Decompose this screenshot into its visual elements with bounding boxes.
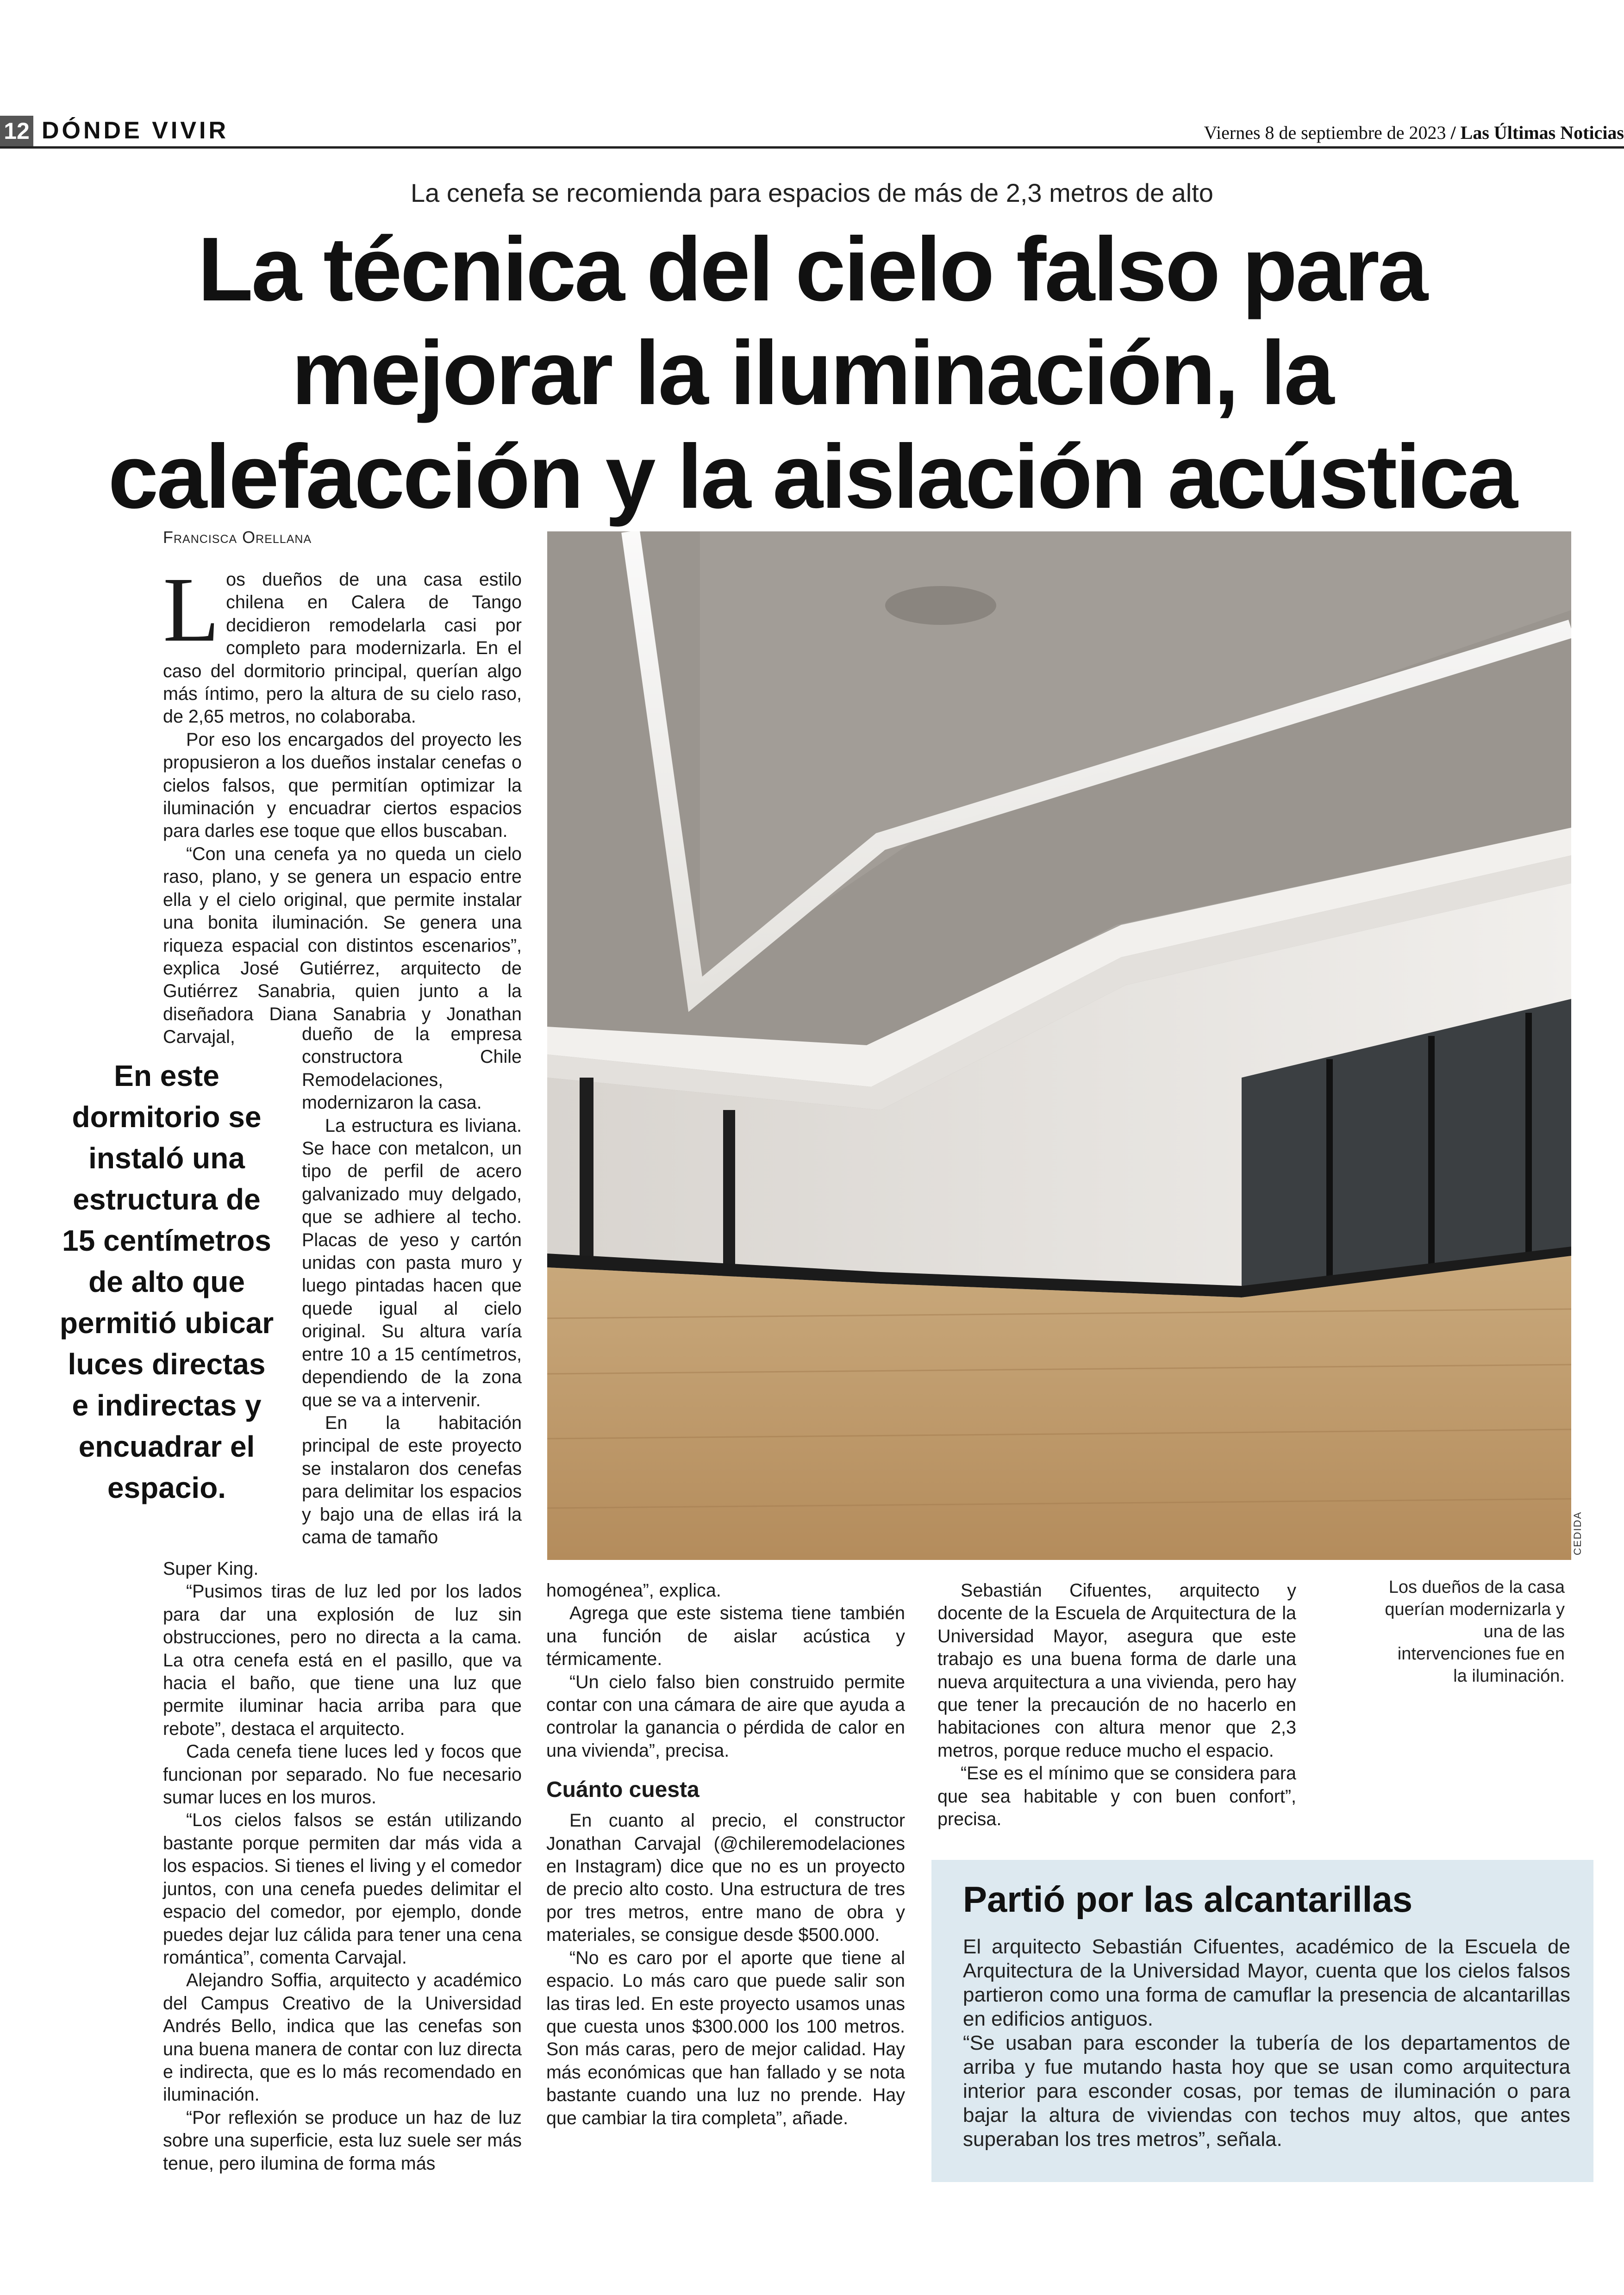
article-column-1-narrow: [302, 1023, 522, 1549]
photo-credit: CEDIDA: [1572, 1511, 1583, 1555]
paragraph: Alejandro Soffia, arquitecto y académico del Campus Creativo de la Universidad Andrés Bello, indica que las cenefas son una buena manera de contar con luz directa e indirecta, que es lo más recomendado en iluminación.: [163, 1970, 522, 2105]
article-photo: [547, 531, 1571, 1560]
dateline-separator: /: [1450, 122, 1456, 143]
article-headline: La técnica del cielo falso para mejorar la iluminación, la calefacción y la aislación acústica: [108, 218, 1516, 527]
paragraph: Super King.: [163, 1559, 259, 1579]
sidebar-paragraph: “Se usaban para esconder la tubería de los departamentos de arriba y fue mutando hasta hoy que se usan como arquitectura interior para esconder cosas, por temas de iluminación o para bajar la altura de viviendas con techos muy altos, que antes superaban los tres metros”, señala.: [963, 2032, 1570, 2151]
section-name: DÓNDE VIVIR: [42, 117, 229, 144]
paragraph: La estructura es liviana. Se hace con metalcon, un tipo de perfil de acero galvanizado muy delgado, que se adhiere al techo. Placas de yeso y cartón unidas con pasta muro y luego pintadas hacen que quede igual al cielo original. Su altura varía entre 10 a 15 centímetros, dependiendo de la zona que se va a intervenir.: [302, 1115, 522, 1410]
dateline: [1204, 121, 1624, 144]
sidebar-title: Partió por las alcantarillas: [963, 1879, 1413, 1920]
paragraph-text: os dueños de una casa estilo chilena en Calera de Tango decidieron remodelarla casi por completo para modernizarla. En el caso del dormitorio principal, querían algo más íntimo, pero la altura de su cielo raso, de 2,65 metros, no colaboraba.: [163, 569, 522, 727]
publication-date: Viernes 8 de septiembre de 2023: [1204, 122, 1446, 143]
paragraph: Agrega que este sistema tiene también una función de aislar acústica y térmicamente.: [546, 1603, 905, 1670]
masthead: [0, 116, 1624, 148]
newspaper-name: Las Últimas Noticias: [1460, 122, 1624, 143]
article-byline: Francisca Orellana: [163, 528, 312, 547]
pull-quote: En este dormitorio se instaló una estructura de 15 centímetros de alto que permitió ubicar luces directas e indirectas y encuadrar el espacio.: [59, 1059, 274, 1504]
photo-caption: Los dueños de la casa querían modernizarla y una de las intervenciones fue en la iluminación.: [1385, 1578, 1565, 1686]
paragraph: Por eso los encargados del proyecto les propusieron a los dueños instalar cenefas o cielos falsos, que permitían optimizar la iluminación y encuadrar ciertos espacios para darles ese toque que ellos buscaban.: [163, 729, 522, 842]
sidebar-paragraph: El arquitecto Sebastián Cifuentes, académico de la Escuela de Arquitectura de la Universidad Mayor, cuenta que los cielos falsos partieron como una forma de camuflar la presencia de alcantarillas en edificios antiguos.: [963, 1935, 1570, 2030]
paragraph: dueño de la empresa constructora Chile Remodelaciones, modernizaron la casa.: [302, 1024, 522, 1113]
paragraph: “Los cielos falsos se están utilizando bastante porque permiten dar más vida a los espacios. Si tienes el living y el comedor juntos, con una cenefa puedes delimitar el espacio del comedor, por ejemplo, donde puedes dejar luz cálida para tener una cena romántica”, comenta Carvajal.: [163, 1810, 522, 1968]
paragraph: “Con una cenefa ya no queda un cielo raso, plano, y se genera un espacio entre ella y el cielo original, que permite instalar una bonita iluminación. Se genera una riqueza espacial con distintos escenarios”, explica José Gutiérrez, arquitecto de Gutiérrez Sanabria, quien junto a la diseñadora Diana Sanabria y Jonathan Carvajal,: [163, 843, 522, 1048]
paragraph: “Un cielo falso bien construido permite contar con una cámara de aire que ayuda a controlar la ganancia o pérdida de calor en una vivienda”, precisa.: [546, 1671, 905, 1761]
paragraph: “Ese es el mínimo que se considera para que sea habitable y con buen confort”, precisa.: [937, 1763, 1296, 1830]
paragraph: “No es caro por el aporte que tiene al espacio. Lo más caro que puede salir son las tiras led. En este proyecto usamos unas que cuesta unos $300.000 los 100 metros. Son más caras, pero de mejor calidad. Hay más económicas que han fallado y se nota bastante cuando una luz no prende. Hay que cambiar la tira completa”, añade.: [546, 1947, 905, 2128]
paragraph: homogénea”, explica.: [546, 1580, 721, 1601]
paragraph: “Pusimos tiras de luz led por los lados para dar una explosión de luz sin obstrucciones, pero no directa a la cama. La otra cenefa está en el pasillo, que va hacia el baño, que tiene una luz que permite iluminar hacia arriba para que rebote”, destaca el arquitecto.: [163, 1581, 522, 1739]
paragraph: Sebastián Cifuentes, arquitecto y docente de la Escuela de Arquitectura de la Universidad Mayor, asegura que este trabajo es una buena forma de darle una nueva arquitectura a una vivienda, pero hay que tener la precaución de no hacerlo en habitaciones con altura menor que 2,3 metros, porque reduce mucho el espacio.: [937, 1580, 1296, 1761]
masthead-rule: [0, 146, 1624, 149]
subhead: Cuánto cuesta: [546, 1777, 700, 1802]
article-column-3: [937, 1579, 1296, 1831]
article-kicker: La cenefa se recomienda para espacios de más de 2,3 metros de alto: [411, 178, 1213, 207]
page-number: 12: [0, 116, 33, 146]
paragraph: Cada cenefa tiene luces led y focos que funcionan por separado. No fue necesario sumar luces en los muros.: [163, 1741, 522, 1808]
article-column-1-bottom: [163, 1558, 522, 2175]
bedroom-photo-illustration: [547, 531, 1571, 1560]
paragraph: “Por reflexión se produce un haz de luz sobre una superficie, esta luz suele ser más tenue, pero ilumina de forma más: [163, 2107, 522, 2174]
first-paragraph: [163, 559, 522, 729]
paragraph: En cuanto al precio, el constructor Jonathan Carvajal (@chileremodelaciones en Instagram) dice que no es un proyecto de precio alto costo. Una estructura de tres por tres metros, entre mano de obra y materiales, se consigue desde $500.000.: [546, 1810, 905, 1946]
paragraph: En la habitación principal de este proyecto se instalaron dos cenefas para delimitar los espacios y bajo una de ellas irá la cama de tamaño: [302, 1412, 522, 1547]
article-column-1-top: [163, 559, 522, 1049]
sidebar-box: [931, 1860, 1593, 2182]
article-column-2: [546, 1579, 905, 2130]
drop-cap: L: [163, 559, 220, 661]
